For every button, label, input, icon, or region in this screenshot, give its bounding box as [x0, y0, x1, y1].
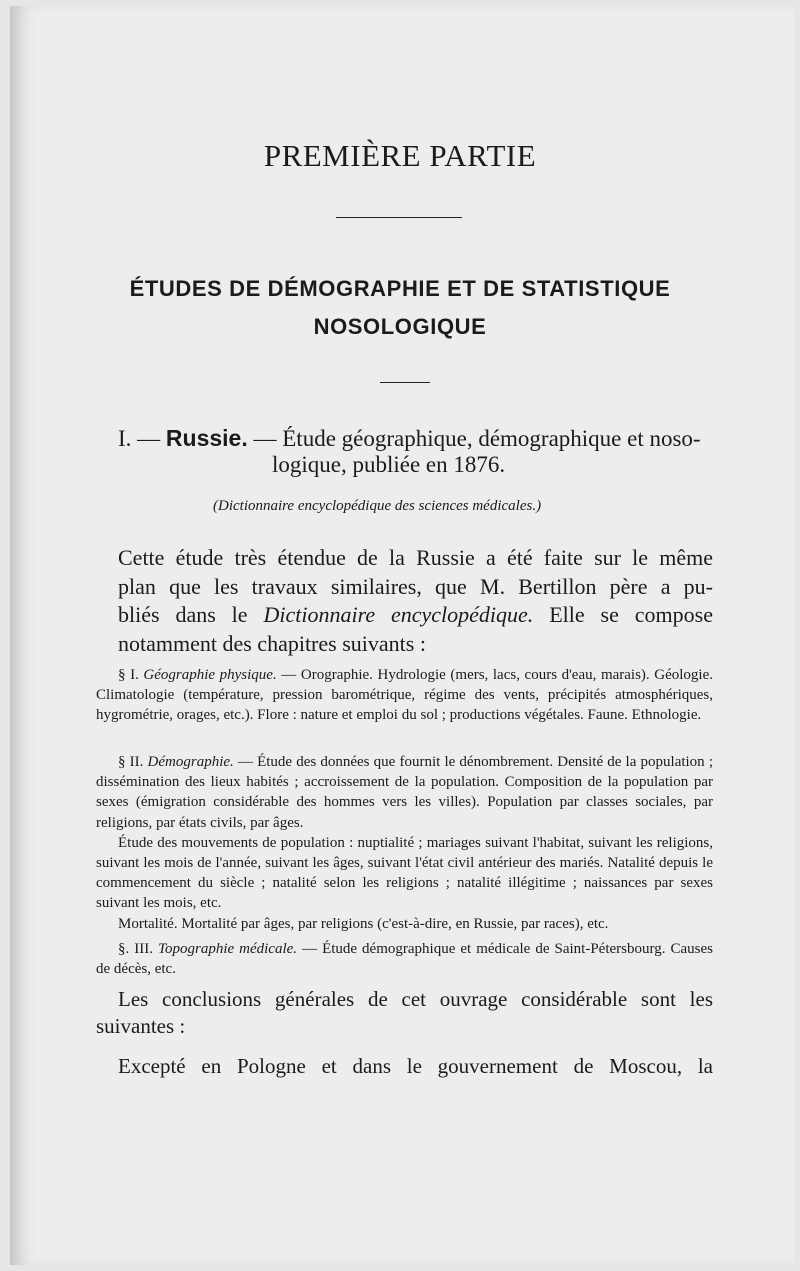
section-text: — Orographie. Hydrologie (mers, lacs, cours d'eau, marais). Géologie. Climatologie (température, pression barométrique, régime des vents, précipités atmosphériques, hygrométrie, orages, etc.). Flore : nature et emploi du sol ; productions végétales. Faune. Ethnologie.	[96, 667, 713, 724]
intro-line: plan que les travaux similaires, que M. Bertillon père a pu-	[118, 573, 713, 599]
part-title: PREMIÈRE PARTIE	[263, 138, 537, 173]
title-rule	[336, 217, 462, 218]
dictionary-title: Dictionnaire encyclopédique.	[263, 602, 534, 627]
intro-text: bliés dans le	[118, 602, 264, 627]
section-text: Mortalité. Mortalité par âges, par religions (c'est-à-dire, en Russie, par races), etc.	[118, 915, 609, 932]
chapter-name: Russie.	[165, 425, 248, 451]
section-heading: Topographie médicale.	[158, 941, 298, 957]
section-label: §. III.	[118, 941, 159, 957]
section-label: § I.	[118, 667, 144, 683]
section-rule	[380, 382, 430, 383]
chapter-number: I. —	[118, 426, 166, 451]
section-heading: Géographie physique.	[143, 667, 277, 683]
chapter-title-continued: logique, publiée en 1876.	[272, 452, 506, 477]
section-text: Étude des mouvements de population : nuptialité ; mariages suivant l'habitat, suivant les religions, suivant les mois de l'année, suivant les âges, suivant l'état civil antérieur des mariés. Natalité depuis le commencement du siècle ; natalité selon les religions ; natalité illégitime ; naissances par sexes suivant les mois, etc.	[96, 834, 713, 912]
section-topographie	[96, 939, 713, 979]
intro-text: Elle se compose	[533, 602, 713, 627]
last-line: Excepté en Pologne et dans le gouvernement de Moscou, la	[118, 1054, 713, 1078]
intro-line: notamment des chapitres suivants :	[118, 630, 426, 656]
section-text: — Étude des données que fournit le dénombrement. Densité de la population ; dissémination des lieux habités ; accroissement de la population. Composition de la population par sexes (émigration considérable des hommes vers les villes). Population par classes sociales, par religions, par états civils, par âges.	[96, 754, 714, 831]
section-label: § II.	[118, 754, 148, 770]
chapter-title: — Étude géographique, démographique et noso-	[247, 426, 701, 451]
intro-line: Cette étude très étendue de la Russie a été faite sur le même	[118, 545, 713, 570]
source-citation: (Dictionnaire encyclopédique des sciences médicales.)	[213, 498, 542, 514]
conclusion-paragraph: Les conclusions générales de cet ouvrage considérable sont les suivantes :	[96, 987, 713, 1038]
intro-line	[118, 601, 713, 630]
section-title-line2: NOSOLOGIQUE	[313, 314, 487, 339]
intro-paragraph	[118, 544, 713, 658]
section-text: — Étude démographique et médicale de Saint-Pétersbourg. Causes de décès, etc.	[96, 941, 713, 978]
section-heading: Démographie.	[147, 754, 234, 770]
chapter-heading	[118, 425, 701, 452]
section-title-line1: ÉTUDES DE DÉMOGRAPHIE ET DE STATISTIQUE	[129, 276, 671, 301]
section-geographie	[96, 665, 713, 726]
section-demographie	[96, 752, 713, 934]
